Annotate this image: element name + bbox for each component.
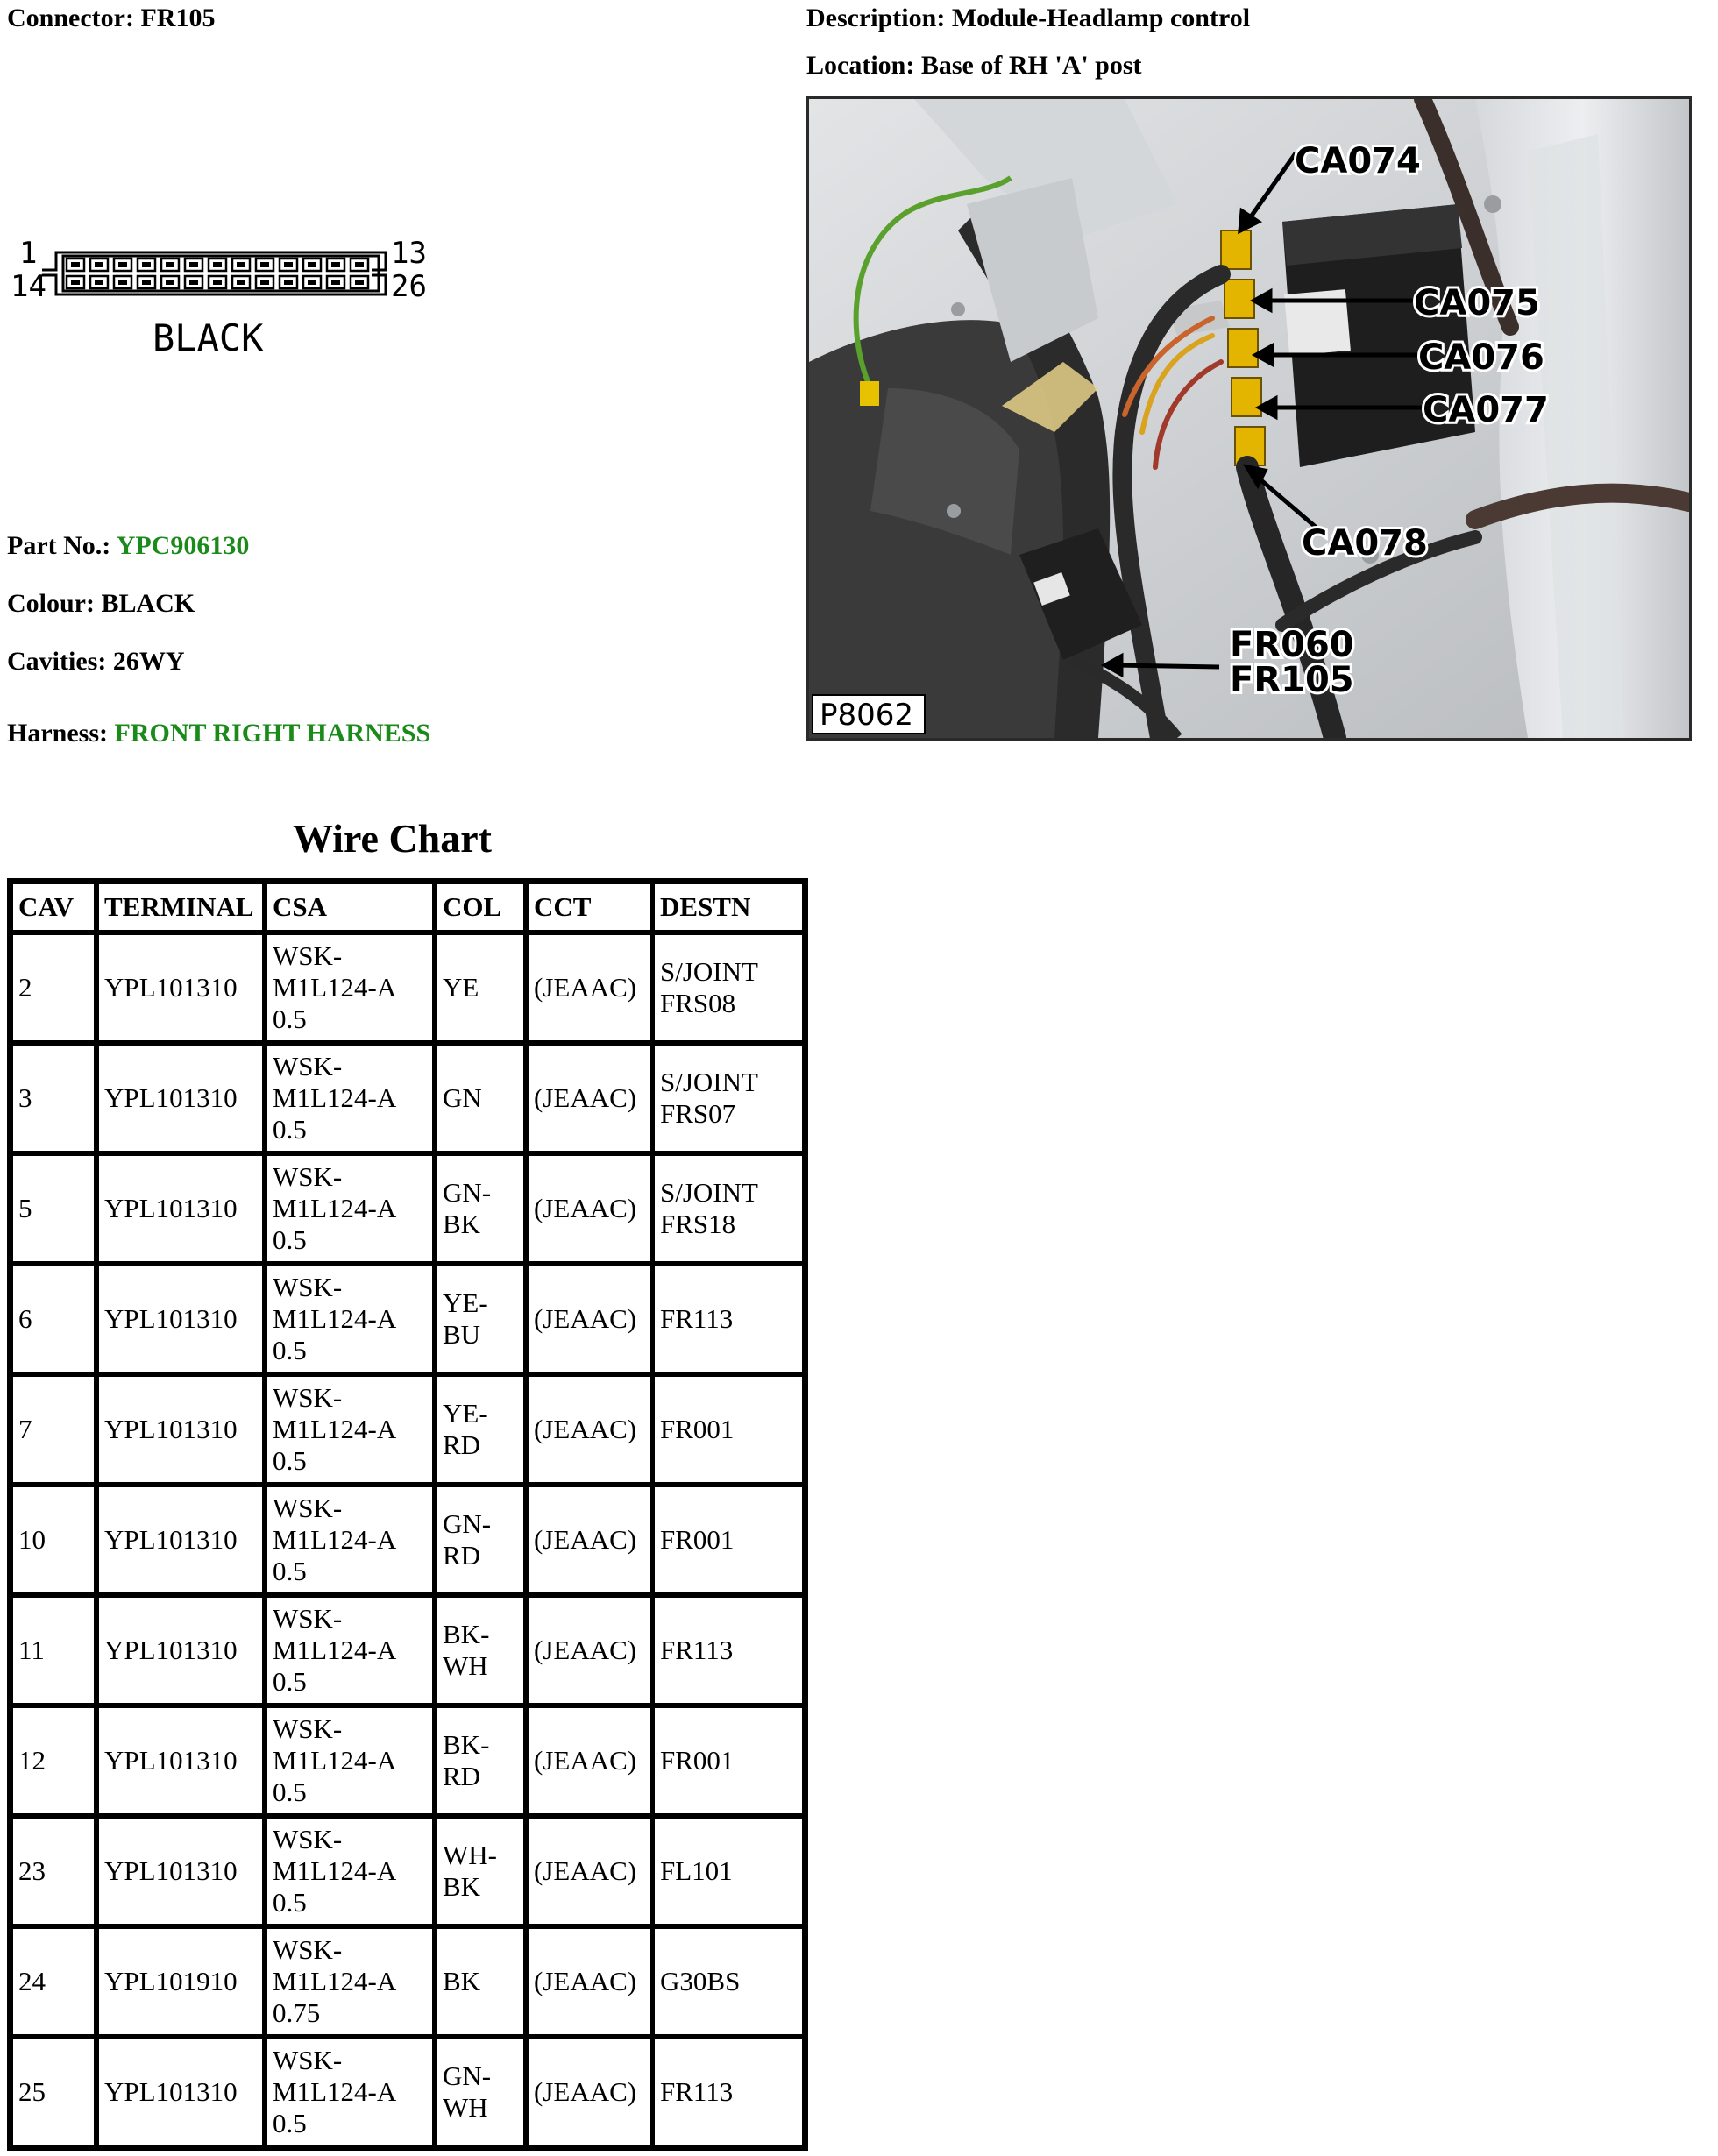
destn-cell: FR001 (652, 1706, 805, 1816)
cav-cell: 10 (11, 1485, 96, 1595)
wire-chart-table (7, 878, 808, 2151)
pin-contact (95, 280, 103, 285)
cavities-label: Cavities: (7, 647, 107, 676)
pin-contact (213, 280, 222, 285)
pin-contact (71, 280, 80, 285)
cav-cell: 11 (11, 1595, 96, 1706)
table-row (11, 933, 805, 1043)
destn-cell: FR113 (652, 2037, 805, 2147)
column-header-cct: CCT (526, 882, 652, 933)
table-row (11, 1706, 805, 1816)
csa-cell: WSK- M1L124-A 0.5 (265, 1043, 435, 1153)
harness-link[interactable]: FRONT RIGHT HARNESS (114, 719, 431, 748)
location-heading (806, 53, 1142, 79)
csa-cell: WSK- M1L124-A 0.5 (265, 1485, 435, 1595)
pin-contact (308, 262, 316, 267)
csa-cell: WSK- M1L124-A 0.5 (265, 933, 435, 1043)
part-number-label: Part No.: (7, 531, 111, 560)
pin-contact (331, 280, 340, 285)
destn-cell: S/JOINT FRS08 (652, 933, 805, 1043)
pin-26-label: 26 (391, 269, 427, 304)
cct-cell: (JEAAC) (526, 1485, 652, 1595)
table-row (11, 1816, 805, 1926)
photo-label-fr060: FR060 (1230, 625, 1354, 665)
pin-contact (308, 280, 316, 285)
cav-cell: 25 (11, 2037, 96, 2147)
photo-label-ca077: CA077 (1423, 390, 1549, 430)
pin-contact (118, 262, 127, 267)
terminal-cell: YPL101310 (96, 1485, 265, 1595)
terminal-cell: YPL101910 (96, 1926, 265, 2037)
photo-label-ca075: CA075 (1414, 283, 1540, 323)
description-value: Module-Headlamp control (951, 4, 1251, 32)
photo-label-ca078: CA078 (1302, 523, 1428, 564)
destn-cell: FR001 (652, 1374, 805, 1485)
destn-cell: FR001 (652, 1485, 805, 1595)
col-cell: BK (435, 1926, 526, 2037)
pin-contact (189, 262, 198, 267)
terminal-cell: YPL101310 (96, 1043, 265, 1153)
table-row (11, 2037, 805, 2147)
pin-contact (213, 262, 222, 267)
cav-cell: 7 (11, 1374, 96, 1485)
csa-cell: WSK- M1L124-A 0.75 (265, 1926, 435, 2037)
pin-1-label: 1 (19, 237, 38, 271)
column-header-destn: DESTN (652, 882, 805, 933)
wire-chart-header-row (11, 882, 805, 933)
pin-contact (142, 262, 151, 267)
pin-contact (166, 262, 174, 267)
terminal-cell: YPL101310 (96, 1264, 265, 1374)
colour-value: BLACK (101, 589, 195, 618)
table-row (11, 1374, 805, 1485)
cct-cell: (JEAAC) (526, 933, 652, 1043)
col-cell: GN- WH (435, 2037, 526, 2147)
table-row (11, 1264, 805, 1374)
pin-contact (71, 262, 80, 267)
cct-cell: (JEAAC) (526, 1926, 652, 2037)
destn-cell: S/JOINT FRS18 (652, 1153, 805, 1264)
cavities-value: 26WY (112, 647, 185, 676)
harness-row (7, 720, 430, 747)
csa-cell: WSK- M1L124-A 0.5 (265, 1153, 435, 1264)
col-cell: BK- WH (435, 1595, 526, 1706)
col-cell: YE (435, 933, 526, 1043)
cav-cell: 23 (11, 1816, 96, 1926)
photo-figure-id: P8062 (820, 698, 914, 733)
pin-contact (355, 262, 364, 267)
column-header-cav: CAV (11, 882, 96, 933)
pin-contact (118, 280, 127, 285)
terminal-cell: YPL101310 (96, 1816, 265, 1926)
col-cell: BK- RD (435, 1706, 526, 1816)
column-header-col: COL (435, 882, 526, 933)
col-cell: YE- RD (435, 1374, 526, 1485)
pin-contact (355, 280, 364, 285)
part-number-row (7, 533, 249, 559)
cct-cell: (JEAAC) (526, 1374, 652, 1485)
terminal-cell: YPL101310 (96, 1595, 265, 1706)
col-cell: YE- BU (435, 1264, 526, 1374)
terminal-cell: YPL101310 (96, 2037, 265, 2147)
table-row (11, 1485, 805, 1595)
colour-label: Colour: (7, 589, 95, 618)
cav-cell: 24 (11, 1926, 96, 2037)
description-heading (806, 5, 1250, 32)
pin-contact (284, 280, 293, 285)
pin-contact (166, 280, 174, 285)
destn-cell: FR113 (652, 1595, 805, 1706)
cct-cell: (JEAAC) (526, 1595, 652, 1706)
connector-heading (7, 5, 215, 32)
cavities-row (7, 649, 184, 675)
cct-cell: (JEAAC) (526, 2037, 652, 2147)
column-header-terminal: TERMINAL (96, 882, 265, 933)
cav-cell: 6 (11, 1264, 96, 1374)
photo-label-fr105: FR105 (1230, 660, 1354, 700)
terminal-cell: YPL101310 (96, 1706, 265, 1816)
connector-face-diagram (9, 237, 438, 377)
col-cell: WH- BK (435, 1816, 526, 1926)
description-label: Description: (806, 4, 946, 32)
pin-contact (260, 280, 269, 285)
photo-label-ca076: CA076 (1418, 337, 1544, 378)
harness-label: Harness: (7, 719, 108, 748)
photo-label-ca074: CA074 (1295, 141, 1421, 181)
col-cell: GN- RD (435, 1485, 526, 1595)
location-label: Location: (806, 51, 915, 80)
terminal-cell: YPL101310 (96, 1374, 265, 1485)
pin-contact (331, 262, 340, 267)
pin-contact (237, 280, 245, 285)
destn-cell: G30BS (652, 1926, 805, 2037)
part-number-link[interactable]: YPC906130 (116, 531, 250, 560)
table-row (11, 1595, 805, 1706)
pin-contact (142, 280, 151, 285)
pin-contact (284, 262, 293, 267)
destn-cell: FR113 (652, 1264, 805, 1374)
colour-row (7, 591, 195, 617)
pin-contact (237, 262, 245, 267)
pin-contact (260, 262, 269, 267)
wire-chart-body (11, 933, 805, 2147)
table-row (11, 1043, 805, 1153)
cav-cell: 12 (11, 1706, 96, 1816)
cct-cell: (JEAAC) (526, 1153, 652, 1264)
pin-13-label: 13 (391, 237, 427, 271)
cav-cell: 2 (11, 933, 96, 1043)
connector-colour-caption: BLACK (153, 316, 264, 359)
csa-cell: WSK- M1L124-A 0.5 (265, 1264, 435, 1374)
csa-cell: WSK- M1L124-A 0.5 (265, 1706, 435, 1816)
cav-cell: 3 (11, 1043, 96, 1153)
csa-cell: WSK- M1L124-A 0.5 (265, 1595, 435, 1706)
terminal-cell: YPL101310 (96, 933, 265, 1043)
pin-cells (67, 259, 368, 288)
col-cell: GN (435, 1043, 526, 1153)
table-row (11, 1153, 805, 1264)
location-photo (806, 96, 1692, 741)
table-row (11, 1926, 805, 2037)
wire-chart-title: Wire Chart (293, 816, 492, 861)
pin-contact (189, 280, 198, 285)
pin-14-label: 14 (11, 269, 46, 304)
cct-cell: (JEAAC) (526, 1043, 652, 1153)
pin-contact (95, 262, 103, 267)
column-header-csa: CSA (265, 882, 435, 933)
csa-cell: WSK- M1L124-A 0.5 (265, 2037, 435, 2147)
cct-cell: (JEAAC) (526, 1816, 652, 1926)
location-value: Base of RH 'A' post (920, 51, 1142, 80)
col-cell: GN- BK (435, 1153, 526, 1264)
terminal-cell: YPL101310 (96, 1153, 265, 1264)
destn-cell: FL101 (652, 1816, 805, 1926)
cct-cell: (JEAAC) (526, 1264, 652, 1374)
connector-value: FR105 (140, 4, 216, 32)
cct-cell: (JEAAC) (526, 1706, 652, 1816)
csa-cell: WSK- M1L124-A 0.5 (265, 1816, 435, 1926)
csa-cell: WSK- M1L124-A 0.5 (265, 1374, 435, 1485)
cav-cell: 5 (11, 1153, 96, 1264)
destn-cell: S/JOINT FRS07 (652, 1043, 805, 1153)
connector-label: Connector: (7, 4, 134, 32)
